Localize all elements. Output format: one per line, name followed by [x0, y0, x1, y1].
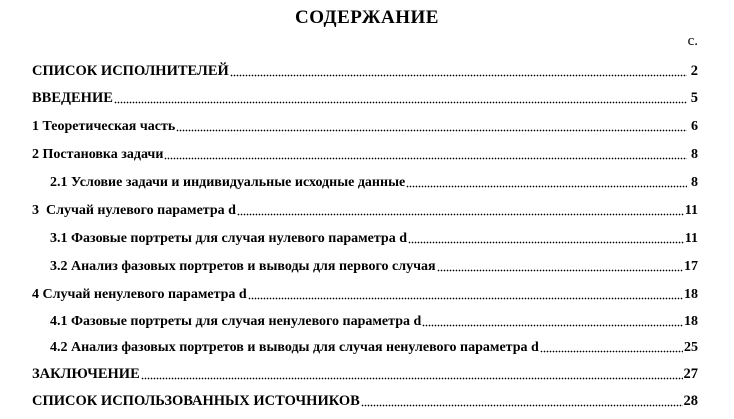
dot-leader: [248, 296, 683, 300]
dot-leader: [437, 268, 683, 272]
toc-entry-text: 4.2 Анализ фазовых портретов и выводы для случая ненулевого параметра d: [50, 340, 539, 355]
toc-entry-list-of-authors[interactable]: [32, 60, 698, 80]
toc-page-number: 6: [691, 119, 698, 134]
toc-entry-text: 3 Случай нулевого параметра d: [32, 203, 236, 218]
toc-entry-references[interactable]: [32, 390, 698, 410]
toc-entry-text: 4.1 Фазовые портреты для случая ненулевого параметра d: [50, 314, 422, 329]
page-column-label: с.: [687, 33, 698, 49]
dot-leader: [114, 100, 687, 104]
toc-entry-introduction[interactable]: [32, 87, 698, 107]
toc-page-number: 2: [690, 63, 698, 79]
toc-page-number: 11: [684, 203, 698, 218]
toc-entry-text: 1 Теоретическая часть: [32, 119, 176, 134]
dot-leader: [164, 156, 687, 160]
toc-entry-section-3[interactable]: [32, 199, 698, 219]
dot-leader: [230, 73, 687, 77]
dot-leader: [406, 184, 687, 188]
toc-entry-section-3-1[interactable]: [50, 227, 698, 247]
dot-leader: [408, 240, 684, 244]
toc-page-number: 27: [683, 366, 698, 382]
toc-page-number: 18: [684, 287, 698, 302]
toc-entry-text: СПИСОК ИСПОЛЬЗОВАННЫХ ИСТОЧНИКОВ: [32, 393, 360, 409]
document-title: СОДЕРЖАНИЕ: [295, 7, 439, 28]
toc-page-number: 18: [684, 314, 698, 329]
toc-entry-text: ЗАКЛЮЧЕНИЕ: [32, 366, 140, 382]
toc-entry-section-4[interactable]: [32, 283, 698, 303]
toc-entry-section-4-1[interactable]: [50, 310, 698, 330]
toc-page-number: 11: [684, 231, 698, 246]
toc-entry-section-4-2[interactable]: [50, 336, 698, 356]
toc-entry-text: СПИСОК ИСПОЛНИТЕЛЕЙ: [32, 63, 229, 79]
toc-entry-text: 4 Случай ненулевого параметра d: [32, 287, 247, 302]
toc-page-number: 25: [684, 340, 698, 355]
toc-entry-section-2[interactable]: [32, 143, 698, 163]
toc-entry-text: 3.1 Фазовые портреты для случая нулевого параметра d: [50, 231, 407, 246]
toc-entry-conclusion[interactable]: [32, 363, 698, 383]
toc-page-number: 8: [691, 175, 698, 190]
dot-leader: [361, 403, 683, 407]
dot-leader: [237, 212, 684, 216]
toc-page-number: 5: [690, 90, 698, 106]
dot-leader: [176, 128, 687, 132]
toc-entry-section-1[interactable]: [32, 115, 698, 135]
toc-page-number: 28: [683, 393, 698, 409]
toc-entry-text: ВВЕДЕНИЕ: [32, 90, 113, 106]
toc-page-number: 8: [691, 147, 698, 162]
dot-leader: [540, 349, 683, 353]
toc-entry-section-2-1[interactable]: [50, 171, 698, 191]
toc-page-number: 17: [684, 259, 698, 274]
toc-entry-text: 2.1 Условие задачи и индивидуальные исходные данные: [50, 175, 406, 190]
toc-entry-text: 2 Постановка задачи: [32, 147, 164, 162]
dot-leader: [422, 323, 683, 327]
toc-entry-text: 3.2 Анализ фазовых портретов и выводы для первого случая: [50, 259, 436, 274]
toc-entry-section-3-2[interactable]: [50, 255, 698, 275]
dot-leader: [141, 376, 683, 380]
